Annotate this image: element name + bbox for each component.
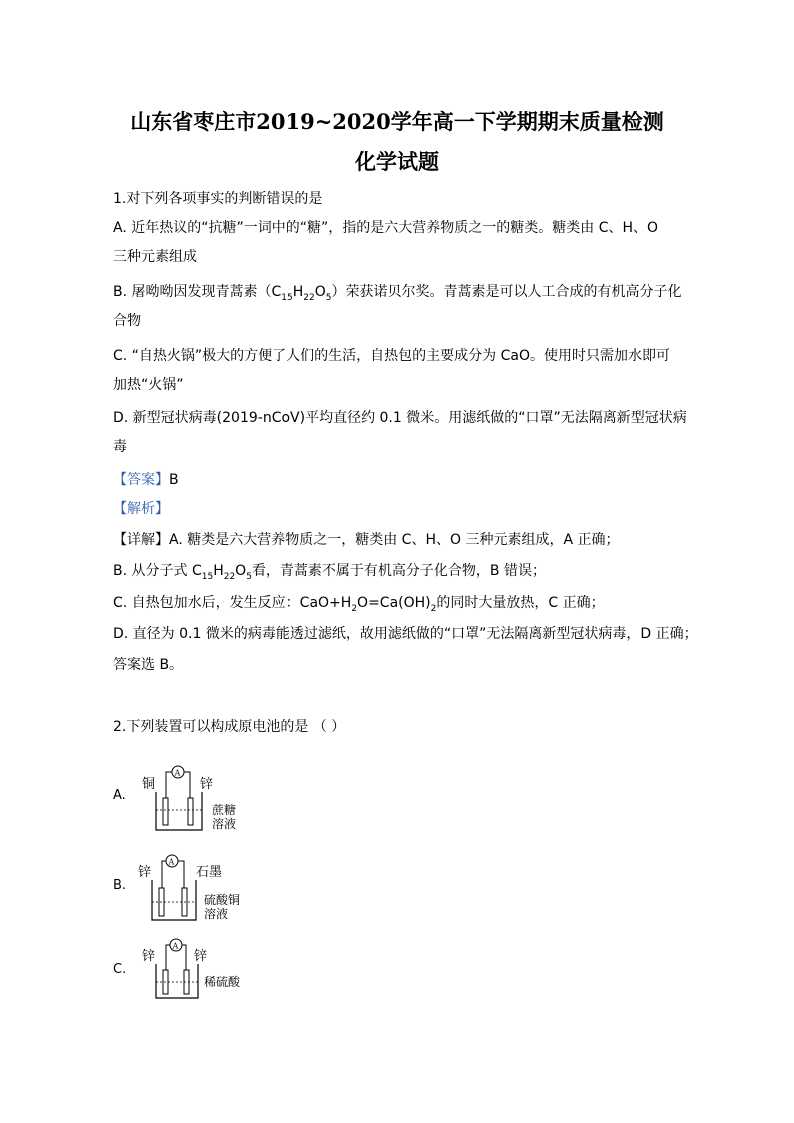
solution-label-2: 溶液: [204, 907, 229, 921]
left-electrode-label: 铜: [142, 777, 156, 792]
wire-left: [166, 945, 170, 972]
solution-label-1: 硫酸铜: [204, 893, 241, 907]
solution-label-2: 溶液: [212, 817, 237, 831]
q1-option-a-line1: A. 近年热议的“抗糖”一词中的“糖”，指的是六大营养物质之一的糖类。糖类由 C、H、O: [113, 220, 659, 236]
wire-left: [166, 772, 172, 800]
q2-option-b-label: B.: [113, 878, 127, 893]
q2-option-c-label: C.: [113, 962, 127, 977]
right-electrode-label: 锌: [194, 949, 208, 964]
right-electrode-label: 石墨: [196, 865, 223, 880]
wire-right: [178, 861, 184, 890]
detail-tag: 【详解】: [113, 532, 169, 548]
q2-option-a-label: A.: [113, 788, 126, 803]
q2-stem: 2.下列装置可以构成原电池的是 （ ）: [113, 719, 346, 735]
q1-detail-b: B. 从分子式 $C_{15}H_{22}O_5$看，青蒿素不属于有机高分子化合物，B 错误；: [113, 563, 546, 582]
beaker: [156, 964, 198, 998]
solution-label-1: 稀硫酸: [204, 975, 241, 989]
q1-detail-a: 【详解】A. 糖类是六大营养物质之一，糖类由 C、H、O 三种元素组成，A 正确；: [113, 532, 620, 548]
right-electrode-label: 锌: [200, 777, 214, 792]
q1-option-b-line2: 合物: [113, 313, 141, 329]
q1-option-c-line2: 加热“火锅”: [113, 377, 184, 393]
left-electrode-label: 锌: [142, 949, 156, 964]
ammeter-label: A: [172, 941, 179, 951]
solution-label-1: 蔗糖: [212, 803, 237, 817]
q1-detail-c: C. 自热包加水后，发生反应：$CaO+H_2O=Ca(OH)_2$的同时大量放热，C 正确；: [113, 595, 605, 614]
q2-option-c-diagram: [138, 934, 253, 1004]
ammeter-label: A: [174, 768, 181, 778]
answer-tag: 【答案】: [113, 472, 169, 488]
q2-option-b-diagram: [136, 850, 261, 925]
q1-option-b-line1: B. 屠呦呦因发现青蒿素$(C_{15}H_{22}O_5)$荣获诺贝尔奖。青蒿素是可以人工合成的有机高分子化: [113, 284, 682, 303]
left-electrode: [163, 798, 168, 825]
ammeter-label: A: [168, 857, 175, 867]
answer-value: B: [169, 472, 179, 488]
q1-option-d-line1: D. 新型冠状病毒(2019-nCoV)平均直径约 0.1 微米。用滤纸做的“口罩”无法隔离新型冠状病: [113, 410, 687, 426]
q1-answer: [113, 471, 693, 489]
q2-option-a-diagram: [138, 760, 258, 835]
wire-left: [162, 861, 166, 890]
q1-stem: 1.对下列各项事实的判断错误的是: [113, 191, 323, 207]
q1-detail-d: D. 直径为 0.1 微米的病毒能透过滤纸，故用滤纸做的“口罩”无法隔离新型冠状病毒，D 正确；: [113, 626, 698, 642]
q1-option-c-line1: C. “自热火锅”极大的方便了人们的生活，自热包的主要成分为 CaO。使用时只需加水即可: [113, 348, 671, 364]
left-electrode-label: 锌: [138, 865, 152, 880]
q1-analysis-tag: 【解析】: [113, 501, 169, 517]
q1-option-a-line2: 三种元素组成: [113, 249, 197, 265]
right-electrode: [188, 798, 193, 825]
page-subtitle: 化学试题: [355, 149, 439, 174]
wire-right: [182, 945, 186, 972]
wire-right: [184, 772, 190, 800]
page-title: 山东省枣庄市2019~2020学年高一下学期期末质量检测: [130, 109, 664, 134]
q1-conclusion: 答案选 B。: [113, 657, 184, 673]
q1-option-d-line2: 毒: [113, 439, 127, 455]
